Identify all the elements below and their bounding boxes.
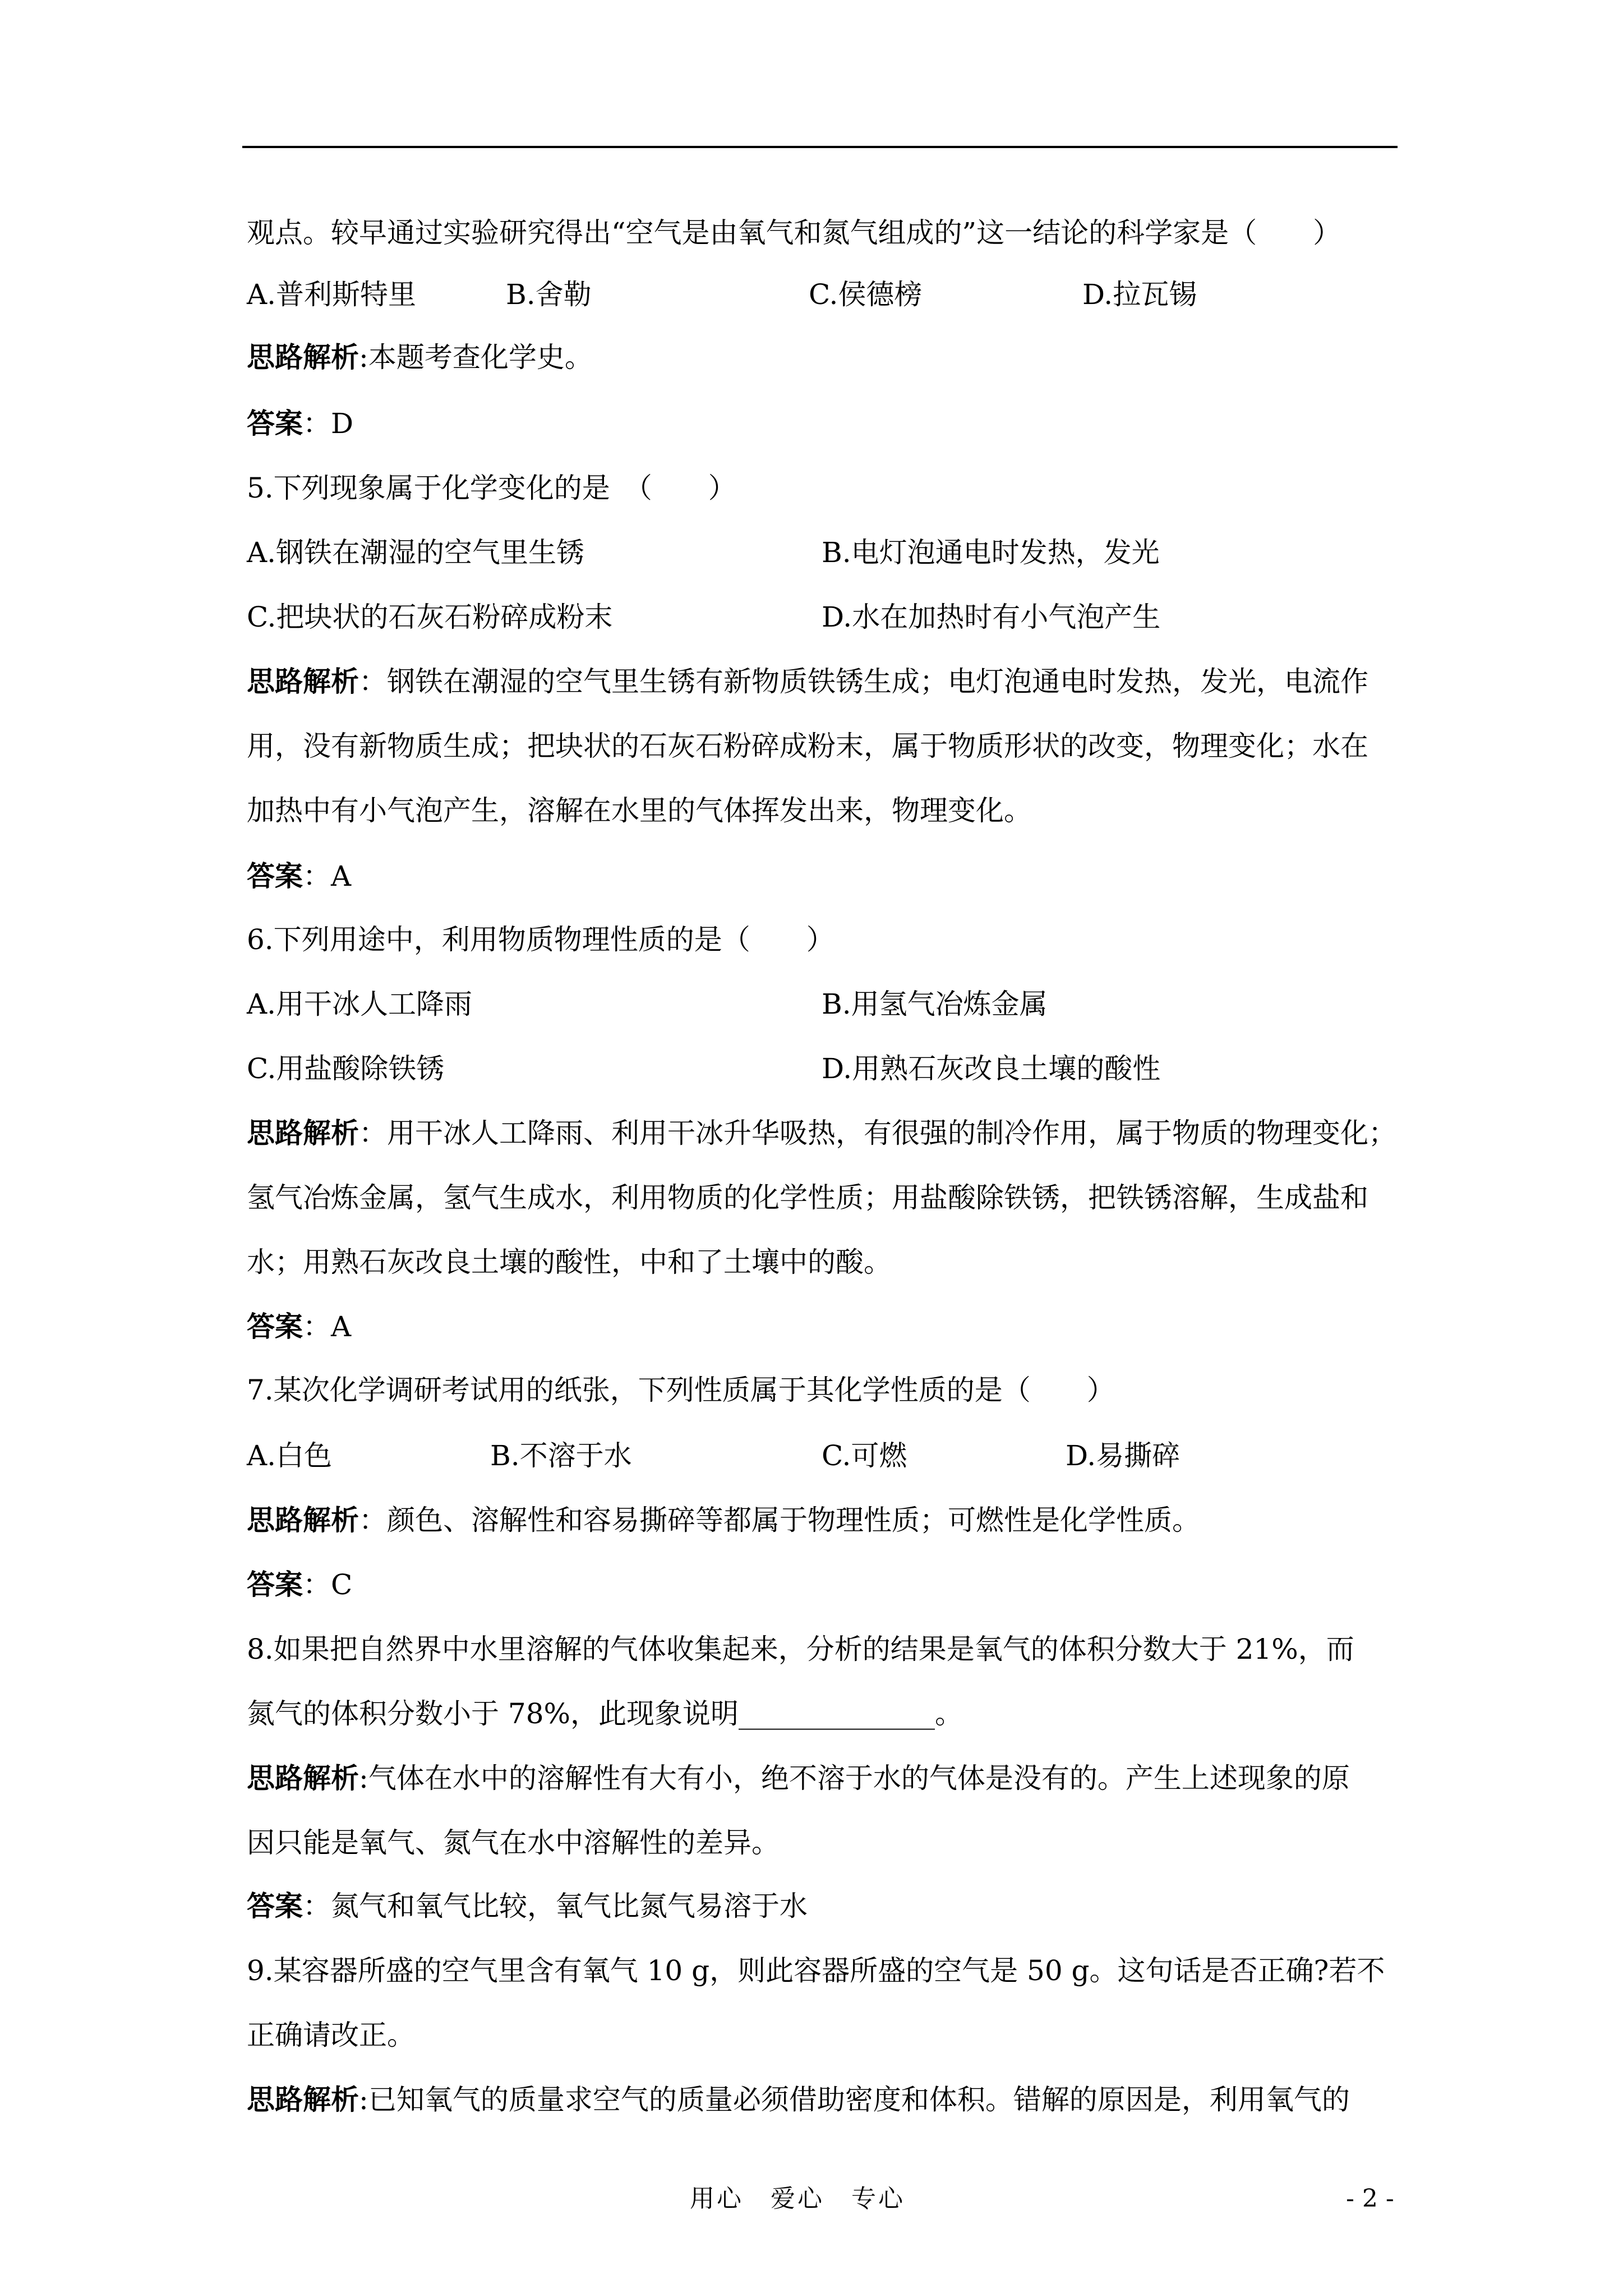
q8-analysis-line2: 因只能是氧气、氮气在水中溶解性的差异。 xyxy=(247,1826,780,1859)
analysis-label: 思路解析 xyxy=(247,341,359,374)
q6-options-row2 xyxy=(247,1049,1396,1088)
q6-options-row1 xyxy=(247,984,1396,1024)
q7-answer: 答案：C xyxy=(247,1568,353,1601)
footer-slogan: 用心 爱心 专心 xyxy=(690,2184,905,2213)
q9-stem-line1: 9.某容器所盛的空气里含有氧气 10 g，则此容器所盛的空气是 50 g。这句话是否正确?若不 xyxy=(247,1954,1385,1987)
page-number: - 2 - xyxy=(1346,2184,1394,2213)
q7-stem: 7.某次化学调研考试用的纸张，下列性质属于其化学性质的是（ ） xyxy=(247,1374,1115,1406)
q5-stem: 5.下列现象属于化学变化的是 （ ） xyxy=(247,472,736,504)
analysis-label: 思路解析 xyxy=(247,2083,359,2116)
q6-option-d: D.用熟石灰改良土壤的酸性 xyxy=(822,1052,1161,1085)
q6-option-c: C.用盐酸除铁锈 xyxy=(247,1052,445,1085)
q5-analysis-line1: 思路解析：钢铁在潮湿的空气里生锈有新物质铁锈生成；电灯泡通电时发热，发光，电流作 xyxy=(247,665,1368,698)
q6-analysis-line2: 氢气冶炼金属，氢气生成水，利用物质的化学性质；用盐酸除铁锈，把铁锈溶解，生成盐和 xyxy=(247,1181,1368,1214)
q8-analysis-line1: 思路解析:气体在水中的溶解性有大有小，绝不溶于水的气体是没有的。产生上述现象的原 xyxy=(247,1761,1350,1795)
analysis-label: 思路解析 xyxy=(247,665,359,698)
q8-answer: 答案：氮气和氧气比较，氧气比氮气易溶于水 xyxy=(247,1889,808,1922)
answer-label: 答案 xyxy=(247,859,303,892)
q4-answer: 答案：D xyxy=(247,407,354,440)
q9-stem-line2: 正确请改正。 xyxy=(247,2019,415,2051)
q5-analysis-line2: 用，没有新物质生成；把块状的石灰石粉碎成粉末，属于物质形状的改变，物理变化；水在 xyxy=(247,730,1368,762)
q4-options xyxy=(247,275,1396,314)
answer-label: 答案 xyxy=(247,1568,303,1601)
q7-analysis: 思路解析：颜色、溶解性和容易撕碎等都属于物理性质；可燃性是化学性质。 xyxy=(247,1503,1200,1536)
q5-option-c: C.把块状的石灰石粉碎成粉末 xyxy=(247,601,613,633)
q9-analysis: 思路解析:已知氧气的质量求空气的质量必须借助密度和体积。错解的原因是，利用氧气的 xyxy=(247,2083,1350,2116)
q5-analysis-line3: 加热中有小气泡产生，溶解在水里的气体挥发出来，物理变化。 xyxy=(247,794,1032,827)
analysis-label: 思路解析 xyxy=(247,1116,359,1149)
q7-option-c: C.可燃 xyxy=(822,1439,907,1472)
answer-label: 答案 xyxy=(247,407,303,440)
q7-options xyxy=(247,1436,1396,1475)
q7-option-d: D.易撕碎 xyxy=(1066,1439,1181,1472)
q8-stem-line2: 氮气的体积分数小于 78%，此现象说明______________。 xyxy=(247,1697,963,1730)
q5-options-row1 xyxy=(247,533,1396,572)
q5-options-row2 xyxy=(247,597,1396,637)
q7-option-b: B.不溶于水 xyxy=(490,1439,632,1472)
q5-option-a: A.钢铁在潮湿的空气里生锈 xyxy=(247,536,585,569)
q6-analysis-line3: 水；用熟石灰改良土壤的酸性，中和了土壤中的酸。 xyxy=(247,1246,892,1278)
q4-stem: 观点。较早通过实验研究得出“空气是由氧气和氮气组成的”这一结论的科学家是（ ） xyxy=(247,217,1341,249)
analysis-label: 思路解析 xyxy=(247,1761,359,1795)
q6-answer: 答案：A xyxy=(247,1310,352,1343)
q5-option-b: B.电灯泡通电时发热，发光 xyxy=(822,536,1160,569)
q4-option-a: A.普利斯特里 xyxy=(247,278,417,311)
q6-option-a: A.用干冰人工降雨 xyxy=(247,988,473,1020)
q4-option-c: C.侯德榜 xyxy=(809,278,923,311)
q5-answer: 答案：A xyxy=(247,859,352,892)
q4-option-d: D.拉瓦锡 xyxy=(1082,278,1197,311)
analysis-label: 思路解析 xyxy=(247,1503,359,1536)
q7-option-a: A.白色 xyxy=(247,1439,333,1472)
q4-option-b: B.舍勒 xyxy=(506,278,592,311)
header-rule xyxy=(242,146,1398,148)
answer-label: 答案 xyxy=(247,1889,303,1922)
q6-stem: 6.下列用途中，利用物质物理性质的是（ ） xyxy=(247,923,834,956)
q6-analysis-line1: 思路解析：用干冰人工降雨、利用干冰升华吸热，有很强的制冷作用，属于物质的物理变化； xyxy=(247,1116,1396,1149)
answer-label: 答案 xyxy=(247,1310,303,1343)
q8-stem-line1: 8.如果把自然界中水里溶解的气体收集起来，分析的结果是氧气的体积分数大于 21%，而 xyxy=(247,1633,1354,1665)
q6-option-b: B.用氢气冶炼金属 xyxy=(822,988,1048,1020)
q5-option-d: D.水在加热时有小气泡产生 xyxy=(822,601,1161,633)
q4-analysis: 思路解析:本题考查化学史。 xyxy=(247,341,593,374)
